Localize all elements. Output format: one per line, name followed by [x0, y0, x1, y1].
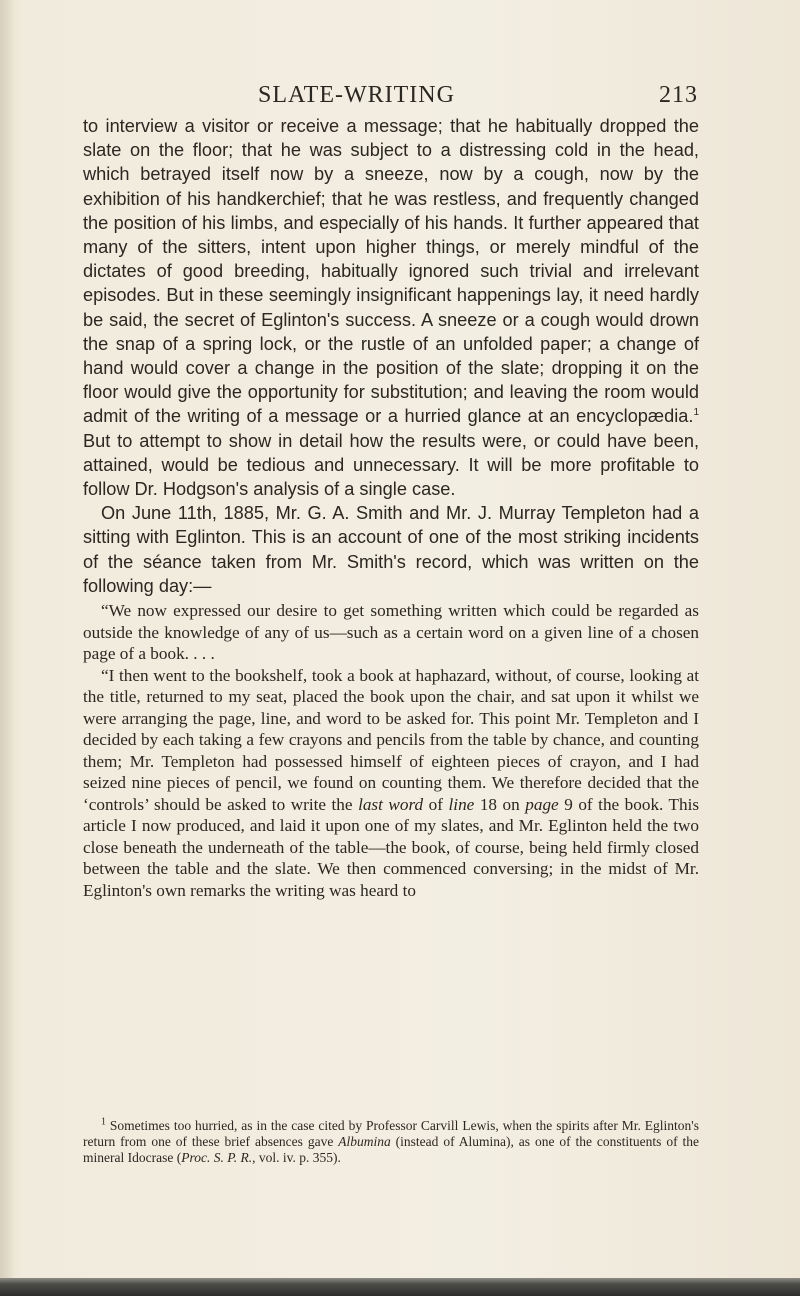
block-quote: [83, 600, 699, 901]
footnote: $^1$ Sometimes too hurried, as in the case cited by Professor Carvill Lewis, when the spirits after Mr. Eglinton's return from one of these brief absences gave Albumina (instead of Alumina), as one of the constituents of the mineral Idocrase (Proc. S. P. R., vol. iv. p. 355).: [83, 1116, 699, 1166]
footnote-marker: 1: [101, 1116, 106, 1128]
quote-paragraph-2: “I then went to the bookshelf, took a book at haphazard, without, of course, looking at the title, returned to my seat, placed the book upon the chair, and sat upon it whilst we were arranging the page, line, and word to be asked for. This point Mr. Templeton and I decided by each taking a few crayons and pencils from the table by chance, and counting them; Mr. Templeton had possessed himself of eighteen pieces of crayon, and I had seized nine pieces of pencil, we found on counting them. We therefore decided that the ‘controls’ should be asked to write the last word of line 18 on page 9 of the book. This article I now produced, and laid it upon one of my slates, and Mr. Eglinton held the two close beneath the underneath of the table—the book, of course, being held firmly closed between the table and the slate. We then commenced conversing; in the midst of Mr. Eglinton's own remarks the writing was heard to: [83, 665, 700, 900]
page-number: 213: [659, 82, 698, 108]
paragraph-2: On June 11th, 1885, Mr. G. A. Smith and Mr. J. Murray Templeton had a sitting with Eglinton. This is an account of one of the most striking incidents of the séance taken from Mr. Smith's record, which was written on the following day:—: [83, 503, 699, 596]
page-gutter-shadow: [0, 0, 14, 1296]
body-text: [83, 114, 699, 901]
footnote-reference: 1: [693, 407, 699, 419]
running-title: SLATE-WRITING: [258, 82, 455, 108]
paragraph-1: to interview a visitor or receive a message; that he habitually dropped the slate on the floor; that he was subject to a distressing cold in the head, which betrayed itself now by a sneeze, now by a cough, now by the exhibition of his handkerchief; that he was restless, and frequently changed the position of his limbs, and especially of his hands. It further appeared that many of the sitters, intent upon higher things, or merely mindful of the dictates of good breeding, habitually ignored such trivial and irrelevant episodes. But in these seemingly insignificant happenings lay, it need hardly be said, the secret of Eglinton's success. A sneeze or a cough would drown the snap of a spring lock, or the rustle of an unfolded paper; a change of hand would cover a change in the position of the slate; dropping it on the floor would give the opportunity for substitution; and leaving the room would admit of the writing of a message or a hurried glance at an encyclopædia.$^1$ But to attempt to show in detail how the results were, or could have been, attained, would be tedious and unnecessary. It will be more profitable to follow Dr. Hodgson's analysis of a single case.: [83, 116, 699, 500]
quote-paragraph-1: “We now expressed our desire to get something written which could be regarded as outside the knowledge of any of us—such as a certain word on a given line of a chosen page of a book. . . .: [83, 601, 699, 664]
page-bottom-edge: [0, 1278, 800, 1296]
